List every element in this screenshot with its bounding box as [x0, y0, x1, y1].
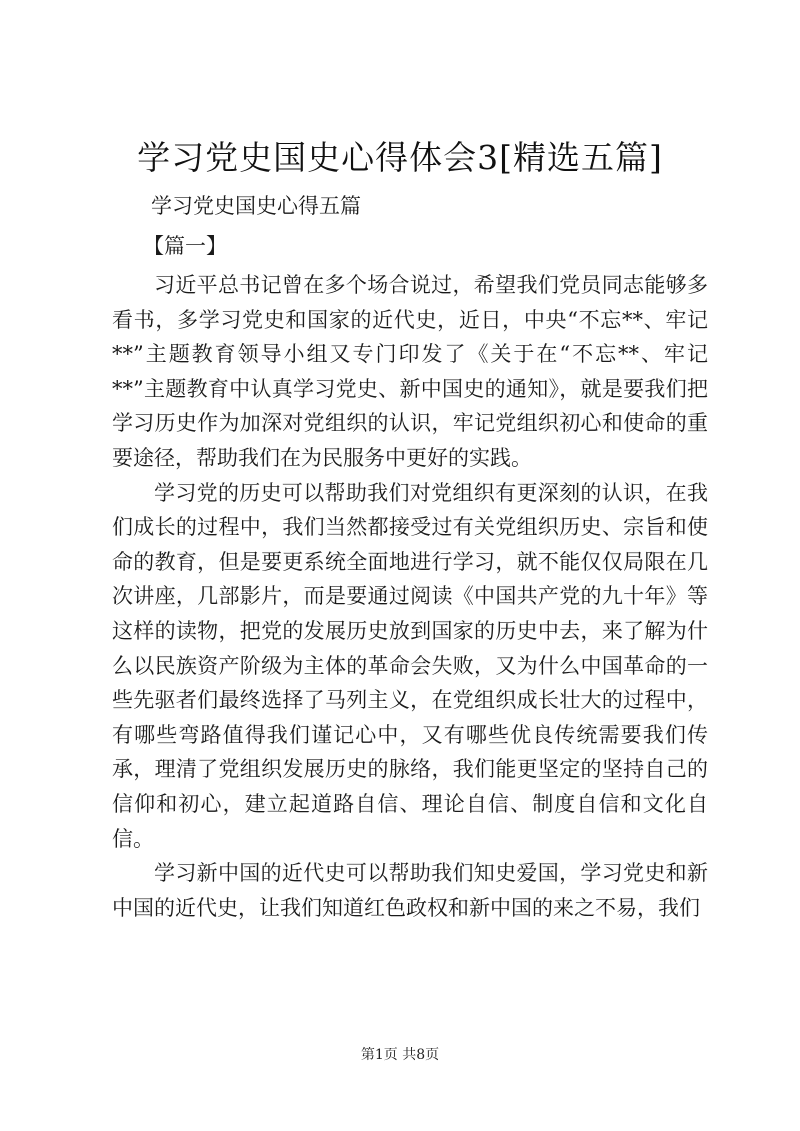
- subtitle: 学习党史国史心得五篇: [151, 194, 361, 218]
- page-title: 学习党史国史心得体会3[精选五篇]: [137, 138, 663, 177]
- body-text: [112, 268, 708, 925]
- paragraph: 学习党的历史可以帮助我们对党组织有更深刻的认识，在我们成长的过程中，我们当然都接受过有关党组织历史、宗旨和使命的教育，但是要更系统全面地进行学习，就不能仅仅局限在几次讲座，几部影片，而是要通过阅读《中国共产党的九十年》等这样的读物，把党的发展历史放到国家的历史中去，来了解为什么以民族资产阶级为主体的革命会失败，又为什么中国革命的一些先驱者们最终选择了马列主义，在党组织成长壮大的过程中，有哪些弯路值得我们谨记心中，又有哪些优良传统需要我们传承，理清了党组织发展历史的脉络，我们能更坚定的坚持自己的信仰和初心，建立起道路自信、理论自信、制度自信和文化自信。: [112, 480, 708, 851]
- section-heading: 【篇一】: [143, 234, 227, 258]
- paragraph: 学习新中国的近代史可以帮助我们知史爱国，学习党史和新中国的近代史，让我们知道红色政权和新中国的来之不易，我们: [112, 861, 708, 920]
- page-number-footer: 第1页 共8页: [360, 1047, 440, 1063]
- paragraph: 习近平总书记曾在多个场合说过，希望我们党员同志能够多看书，多学习党史和国家的近代史，近日，中央“不忘**、牢记**”主题教育领导小组又专门印发了《关于在“不忘**、牢记**”主题教育中认真学习党史、新中国史的通知》，就是要我们把学习历史作为加深对党组织的认识，牢记党组织初心和使命的重要途径，帮助我们在为民服务中更好的实践。: [112, 273, 708, 470]
